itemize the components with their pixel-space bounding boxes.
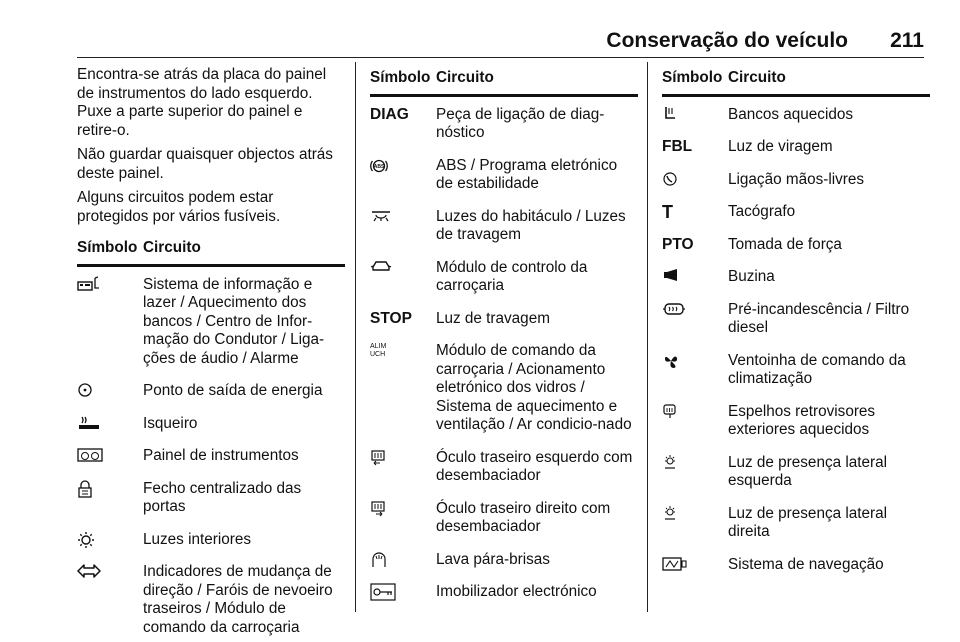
- immobiliser-key-icon: [370, 583, 436, 602]
- header-rule: [77, 57, 924, 58]
- door-lock-icon: [77, 480, 143, 517]
- table-row: [370, 97, 638, 143]
- circuit-label: Isqueiro: [143, 414, 198, 432]
- table-row: [662, 227, 930, 255]
- rear-window-left-defrost-icon: [370, 449, 436, 486]
- cigarette-lighter-icon: [77, 415, 143, 434]
- symbol-label: PTO: [662, 235, 694, 253]
- side-light-right-icon: [662, 505, 728, 542]
- circuit-label: Tacógrafo: [728, 203, 796, 220]
- table-row: [662, 394, 930, 440]
- circuit-column-header: Circuito: [436, 69, 494, 86]
- table-row: [77, 522, 345, 550]
- table-row: [370, 250, 638, 296]
- symbol-label-line: ALIM: [370, 343, 387, 350]
- side-light-left-icon: [662, 454, 728, 491]
- circuit-label: Ventoinha de comando da climatização: [728, 351, 906, 387]
- power-outlet-icon: [77, 382, 143, 401]
- symbol-column-header: Símbolo: [662, 69, 723, 86]
- windscreen-washer-icon: [370, 551, 436, 570]
- circuit-label: Lava pára-brisas: [436, 550, 550, 568]
- page-header: [0, 0, 960, 60]
- running-title: Conservação do veículo: [606, 29, 848, 52]
- circuit-label: Painel de instrumentos: [143, 447, 299, 464]
- ventilation-fan-icon: [662, 352, 728, 389]
- table-row: [662, 97, 930, 125]
- symbol-label: T: [662, 202, 673, 222]
- table-row: [77, 267, 345, 369]
- column-divider: [355, 62, 356, 612]
- table-row: [662, 259, 930, 287]
- page-number: 211: [890, 29, 924, 52]
- circuit-label: Luz de presença lateral esquerda: [728, 453, 888, 489]
- table-row: [662, 343, 930, 389]
- circuit-label: Buzina: [728, 268, 775, 285]
- turn-signal-icon: [77, 563, 143, 637]
- circuit-label: Ponto de saída de energia: [143, 382, 323, 399]
- table-row: [370, 542, 638, 570]
- circuit-label: Óculo traseiro esquerdo com desembaciador: [436, 448, 633, 484]
- instrument-panel-icon: [77, 447, 143, 466]
- hands-free-icon: [662, 171, 728, 190]
- circuit-label: Luz de travagem: [436, 309, 550, 327]
- table-row: [77, 554, 345, 637]
- table-row: [370, 440, 638, 486]
- circuit-label: Óculo traseiro direito com desembaciador: [436, 499, 611, 535]
- column-1: [77, 66, 345, 642]
- circuit-label: Espelhos retrovisores exteriores aquecidos: [728, 402, 876, 438]
- intro-paragraph: Não guardar quaisquer objectos atrás deste painel.: [77, 146, 333, 182]
- circuit-label: Indicadores de mudança de direção / Faróis de nevoeiro traseiros / Módulo de comando da carroçaria: [143, 563, 333, 636]
- rear-window-right-defrost-icon: [370, 500, 436, 537]
- body-control-module-icon: [370, 259, 436, 296]
- abs-icon: [370, 157, 436, 194]
- circuit-column-header: Circuito: [728, 69, 786, 86]
- heated-mirror-icon: [662, 403, 728, 440]
- circuit-label: Pré-incandescência / Filtro diesel: [728, 300, 910, 336]
- cabin-light-icon: [370, 208, 436, 245]
- infotainment-heated-seat-icon: [77, 276, 143, 369]
- table-row: [370, 574, 638, 602]
- circuit-label: Peça de ligação de diag-nóstico: [436, 105, 605, 141]
- horn-icon: [662, 268, 728, 287]
- symbol-label: DIAG: [370, 105, 409, 123]
- column-2: [370, 66, 638, 607]
- table-header: [77, 236, 345, 267]
- circuit-label: Módulo de comando da carroçaria / Acionamento eletrónico dos vidros / Sistema de aquecimento e ventilação / Ar condicio-nado: [436, 342, 632, 433]
- circuit-label: Luzes do habitáculo / Luzes de travagem: [436, 207, 626, 243]
- circuit-label: Luz de viragem: [728, 138, 833, 155]
- symbol-label-line: UCH: [370, 351, 386, 358]
- heated-seat-icon: [662, 106, 728, 125]
- intro-text: [77, 66, 345, 226]
- table-header: [370, 66, 638, 97]
- circuit-label: Sistema de informação e lazer / Aquecimento dos bancos / Centro de Infor-mação do Condutor / Liga-ções de áudio / Alarme: [143, 275, 325, 367]
- column-divider: [647, 62, 648, 612]
- intro-paragraph: Encontra-se atrás da placa do painel de instrumentos do lado esquerdo. Puxe a parte superior do painel e retire-o.: [77, 66, 327, 139]
- navigation-system-icon: [662, 556, 728, 575]
- symbol-label: FBL: [662, 138, 693, 155]
- interior-light-icon: [77, 531, 143, 550]
- table-header: [662, 66, 930, 97]
- circuit-label: Fecho centralizado das portas: [143, 479, 302, 515]
- table-row: [662, 292, 930, 338]
- circuit-label: Luz de presença lateral direita: [728, 504, 888, 540]
- table-row: [662, 496, 930, 542]
- circuit-label: ABS / Programa eletrónico de estabilidade: [436, 156, 618, 192]
- circuit-label: Imobilizador electrónico: [436, 583, 597, 600]
- circuit-label: Sistema de navegação: [728, 555, 884, 573]
- circuit-label: Ligação mãos-livres: [728, 170, 865, 188]
- symbol-label: STOP: [370, 309, 412, 327]
- table-row: [662, 194, 930, 222]
- table-row: [662, 129, 930, 157]
- table-row: [77, 471, 345, 517]
- circuit-label: Módulo de controlo da carroçaria: [436, 258, 588, 294]
- circuit-label: Tomada de força: [728, 235, 842, 253]
- glow-plug-icon: [662, 301, 728, 338]
- symbol-label: [370, 342, 436, 435]
- table-row: [662, 547, 930, 575]
- table-row: [77, 438, 345, 466]
- table-row: [370, 148, 638, 194]
- table-row: [370, 333, 638, 435]
- table-row: [77, 373, 345, 401]
- circuit-label: Luzes interiores: [143, 530, 251, 548]
- symbol-column-header: Símbolo: [370, 69, 431, 86]
- circuit-label: Bancos aquecidos: [728, 105, 854, 123]
- column-3: [662, 66, 930, 579]
- table-row: [662, 445, 930, 491]
- symbol-column-header: Símbolo: [77, 239, 138, 256]
- table-row: [77, 406, 345, 434]
- intro-paragraph: Alguns circuitos podem estar protegidos por vários fusíveis.: [77, 189, 281, 225]
- circuit-column-header: Circuito: [143, 239, 201, 256]
- table-row: [370, 199, 638, 245]
- table-row: [662, 162, 930, 190]
- table-row: [370, 301, 638, 329]
- table-row: [370, 491, 638, 537]
- svg-text:ABS: ABS: [373, 163, 385, 170]
